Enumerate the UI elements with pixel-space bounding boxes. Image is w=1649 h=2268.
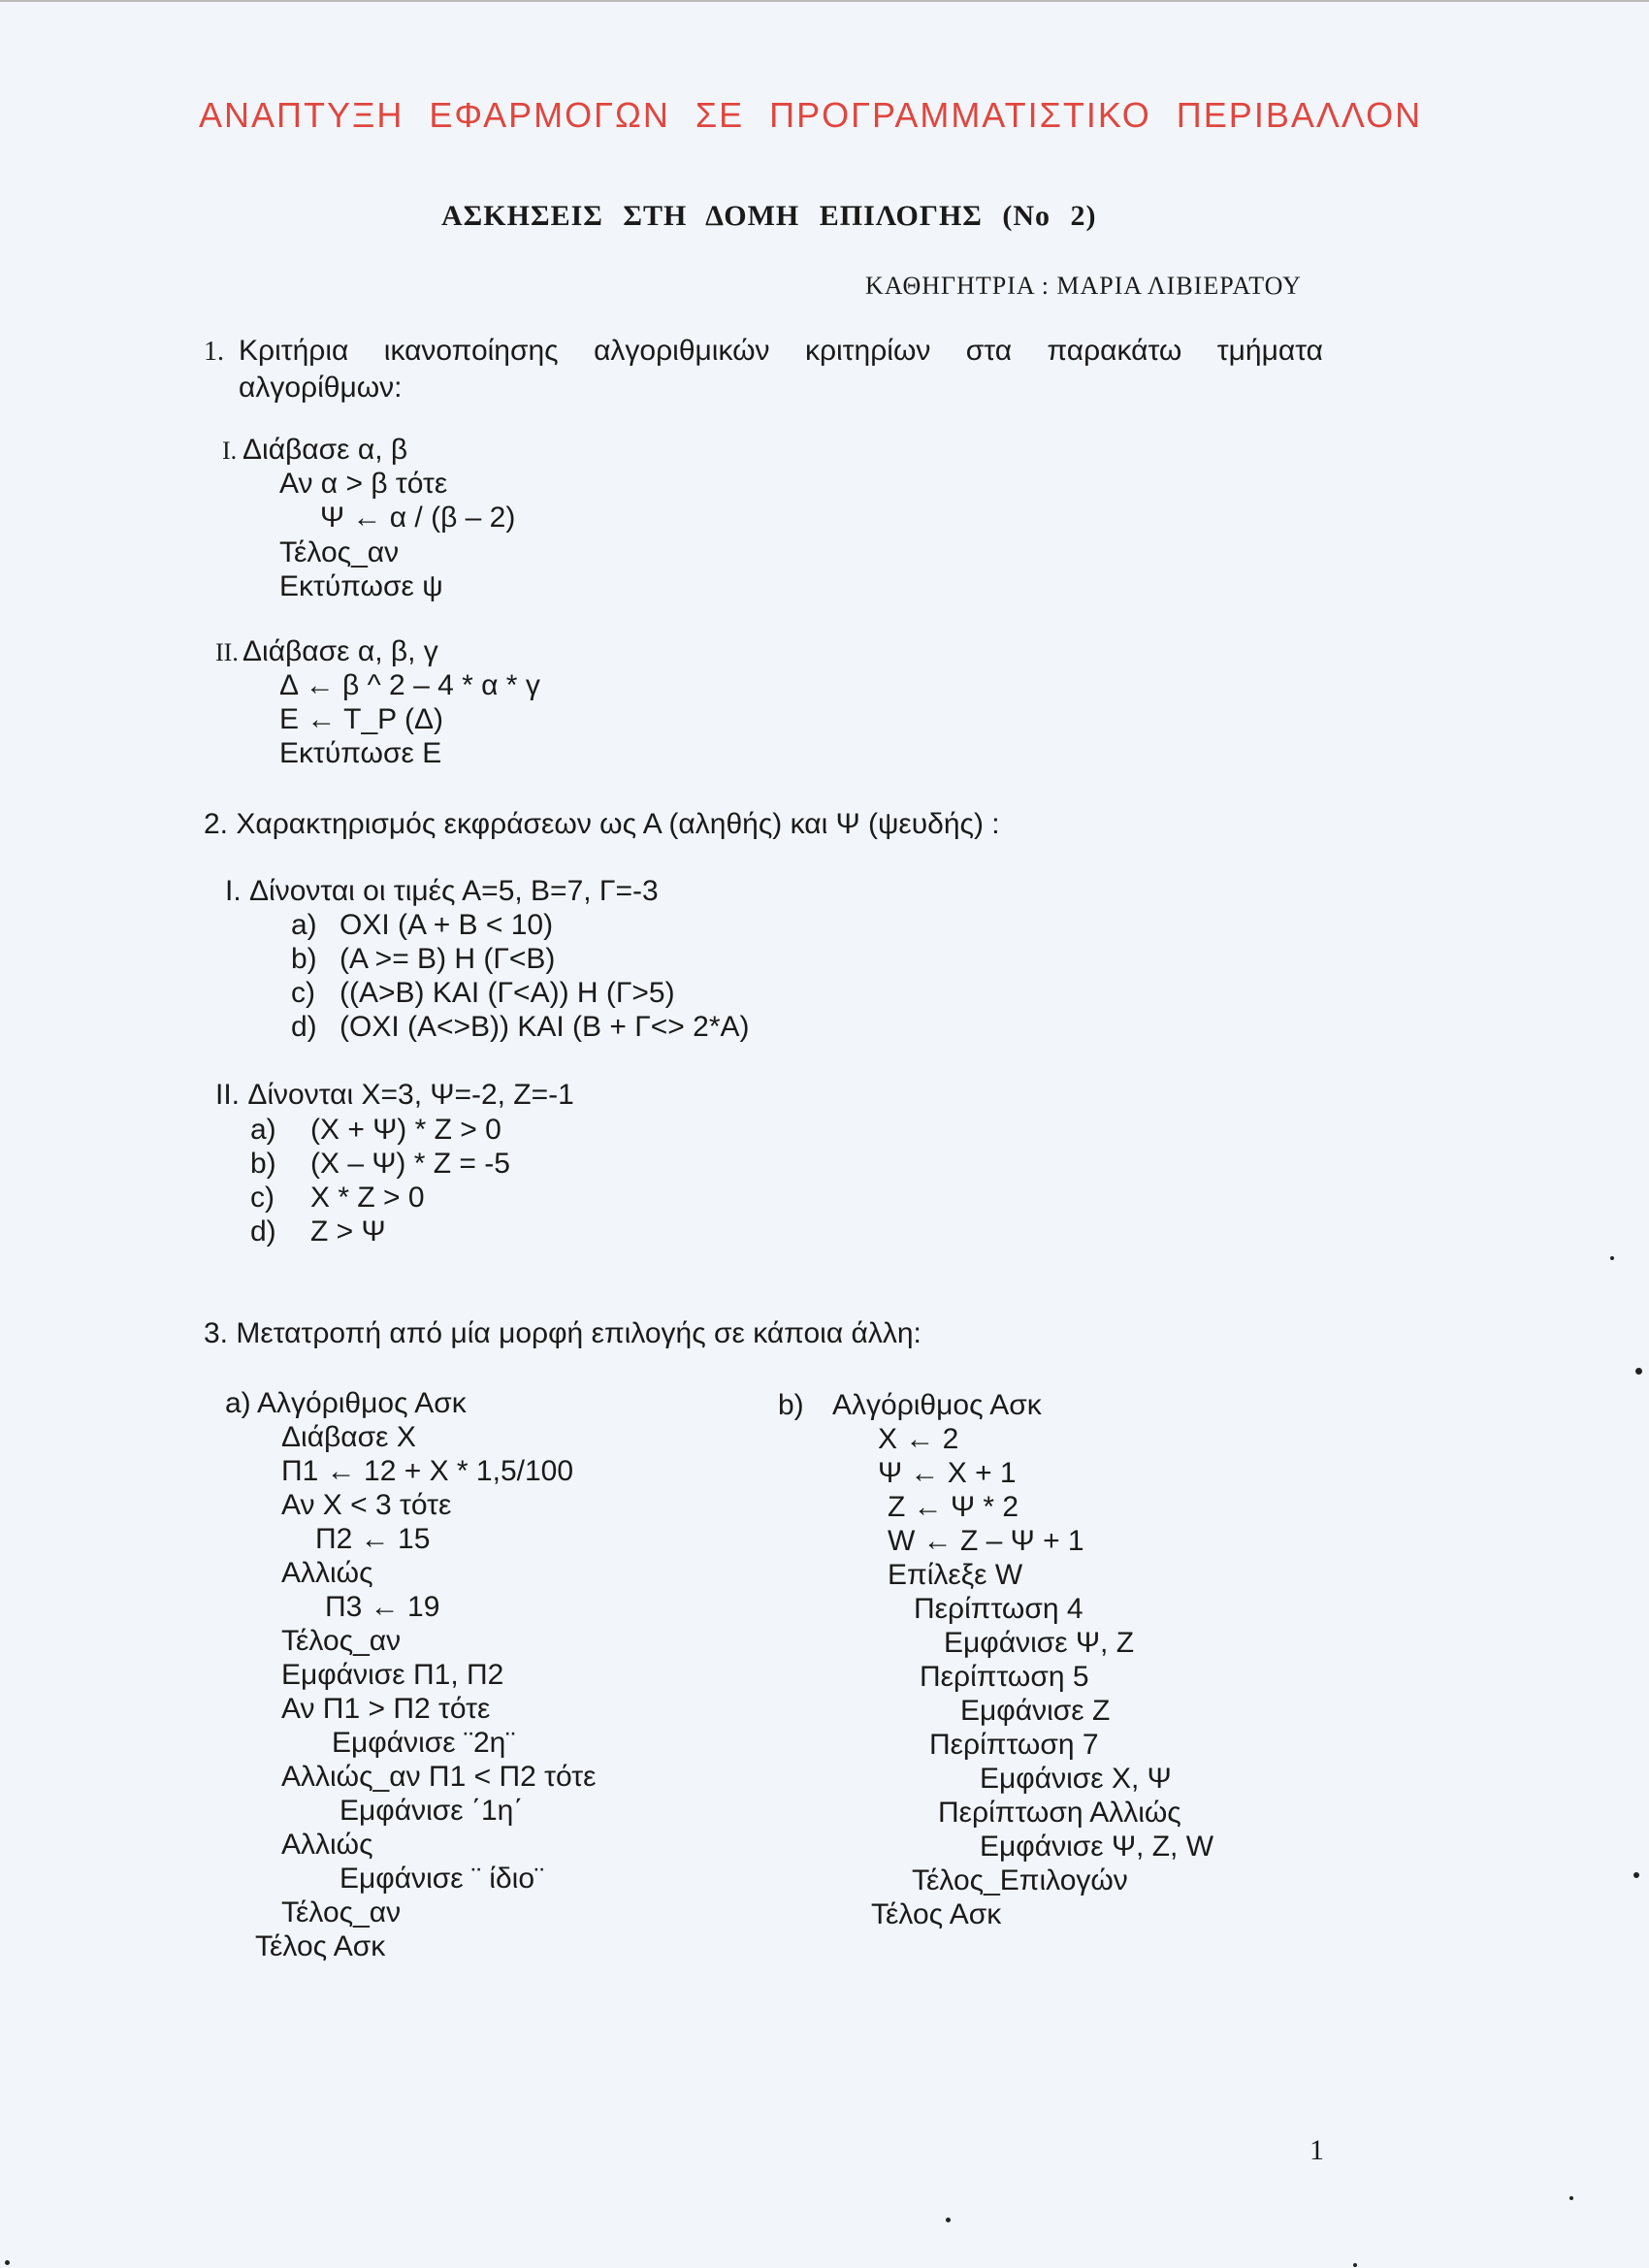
- code-line: Εμφάνισε ΄1η΄: [340, 1795, 524, 1827]
- expression: (ΟΧΙ (Α<>Β)) ΚΑΙ (Β + Γ<> 2*Α): [340, 1011, 750, 1043]
- code-line: Εμφάνισε Χ, Ψ: [980, 1763, 1172, 1795]
- code-line: Π2 ← 15: [315, 1523, 431, 1555]
- list-label: b): [250, 1148, 276, 1180]
- code-line: Δ ← β ^ 2 – 4 * α * γ: [279, 669, 540, 701]
- code-line: Περίπτωση Αλλιώς: [938, 1797, 1181, 1829]
- code-line: Αλγόριθμος Ασκ: [832, 1389, 1042, 1421]
- expression: ΟΧΙ (Α + Β < 10): [340, 909, 554, 941]
- worksheet-title: ΑΣΚΗΣΕΙΣ ΣΤΗ ΔΟΜΗ ΕΠΙΛΟΓΗΣ (Νο 2): [441, 200, 1097, 232]
- code-line: Εκτύπωσε ψ: [279, 570, 443, 602]
- code-line: Εμφάνισε Ψ, Ζ, W: [980, 1831, 1214, 1863]
- code-line: Ψ ← Χ + 1: [878, 1457, 1017, 1489]
- code-line: Τέλος_Επιλογών: [912, 1864, 1128, 1896]
- code-line: Αν Χ < 3 τότε: [281, 1489, 452, 1521]
- code-line: Επίλεξε W: [888, 1559, 1023, 1591]
- list-label: b): [291, 943, 317, 975]
- q1-part2-label: II.: [215, 638, 239, 666]
- code-line: Αλλιώς: [281, 1557, 373, 1589]
- code-line: Τέλος_αν: [279, 536, 400, 568]
- list-label: c): [250, 1182, 275, 1214]
- code-line: Τέλος_αν: [281, 1896, 402, 1928]
- code-line: Περίπτωση 7: [929, 1729, 1099, 1761]
- q3-title: 3. Μετατροπή από μία μορφή επιλογής σε κάποια άλλη:: [204, 1317, 922, 1349]
- expression: Ζ > Ψ: [310, 1215, 386, 1247]
- q3a-label: a): [225, 1387, 251, 1419]
- code-line: Τέλος_αν: [281, 1625, 402, 1657]
- q2-part2-title: II. Δίνονται Χ=3, Ψ=-2, Ζ=-1: [215, 1079, 574, 1111]
- list-label: d): [250, 1215, 276, 1247]
- page-number: 1: [1310, 2134, 1324, 2166]
- expression: Χ * Ζ > 0: [310, 1182, 425, 1214]
- course-header: ΑΝΑΠΤΥΞΗ ΕΦΑΡΜΟΓΩΝ ΣΕ ΠΡΟΓΡΑΜΜΑΤΙΣΤΙΚΟ ΠΕΡΙΒΑΛΛΟΝ: [199, 95, 1423, 135]
- code-line: Περίπτωση 5: [920, 1661, 1089, 1693]
- expression: (Χ + Ψ) * Ζ > 0: [310, 1114, 501, 1146]
- code-line: Διάβασε α, β: [242, 434, 408, 466]
- code-line: Εμφάνισε ¨2η¨: [332, 1727, 516, 1759]
- q2-title: 2. Χαρακτηρισμός εκφράσεων ως Α (αληθής) και Ψ (ψευδής) :: [204, 808, 1000, 840]
- list-label: d): [291, 1011, 317, 1043]
- q1-text-line2: αλγορίθμων:: [239, 372, 403, 404]
- code-line: Π3 ← 19: [325, 1591, 440, 1623]
- expression: ((Α>Β) ΚΑΙ (Γ<Α)) Η (Γ>5): [340, 977, 675, 1009]
- q3b-label: b): [778, 1389, 804, 1421]
- code-line: Τέλος Ασκ: [871, 1898, 1002, 1930]
- code-line: Εμφάνισε ¨ ίδιο¨: [340, 1863, 545, 1895]
- code-line: Διάβασε α, β, γ: [242, 635, 438, 667]
- code-line: Αλγόριθμος Ασκ: [257, 1387, 467, 1419]
- list-label: a): [250, 1114, 276, 1146]
- code-line: Ψ ← α / (β – 2): [320, 502, 516, 534]
- code-line: Αλλιώς_αν Π1 < Π2 τότε: [281, 1761, 597, 1793]
- code-line: Ε ← Τ_Ρ (Δ): [279, 703, 443, 735]
- code-line: Τέλος Ασκ: [255, 1930, 386, 1962]
- code-line: Π1 ← 12 + Χ * 1,5/100: [281, 1455, 574, 1487]
- q1-text-line1: Κριτήρια ικανοποίησης αλγοριθμικών κριτηρίων στα παρακάτω τμήματα: [239, 335, 1323, 367]
- code-line: Εμφάνισε Ζ: [960, 1695, 1111, 1727]
- q2-part1-title: I. Δίνονται οι τιμές Α=5, Β=7, Γ=-3: [225, 875, 659, 907]
- code-line: Διάβασε Χ: [281, 1421, 416, 1453]
- expression: (Α >= Β) Η (Γ<Β): [340, 943, 556, 975]
- list-label: c): [291, 977, 315, 1009]
- list-label: a): [291, 909, 317, 941]
- code-line: Αν Π1 > Π2 τότε: [281, 1693, 491, 1725]
- code-line: Χ ← 2: [878, 1423, 959, 1455]
- expression: (Χ – Ψ) * Ζ = -5: [310, 1148, 510, 1180]
- code-line: Εκτύπωσε Ε: [279, 737, 442, 769]
- code-line: Αν α > β τότε: [279, 468, 448, 500]
- code-line: Περίπτωση 4: [914, 1593, 1083, 1625]
- q1-part1-label: I.: [222, 437, 238, 465]
- code-line: Αλλιώς: [281, 1829, 373, 1861]
- code-line: Ζ ← Ψ * 2: [888, 1491, 1019, 1523]
- q1-number: 1.: [204, 337, 224, 367]
- code-line: Εμφάνισε Π1, Π2: [281, 1659, 504, 1691]
- scan-top-edge: [0, 0, 1649, 2]
- code-line: W ← Ζ – Ψ + 1: [888, 1525, 1084, 1557]
- code-line: Εμφάνισε Ψ, Ζ: [944, 1627, 1135, 1659]
- teacher-name: ΚΑΘΗΓΗΤΡΙΑ : ΜΑΡΙΑ ΛΙΒΙΕΡΑΤΟΥ: [865, 272, 1302, 300]
